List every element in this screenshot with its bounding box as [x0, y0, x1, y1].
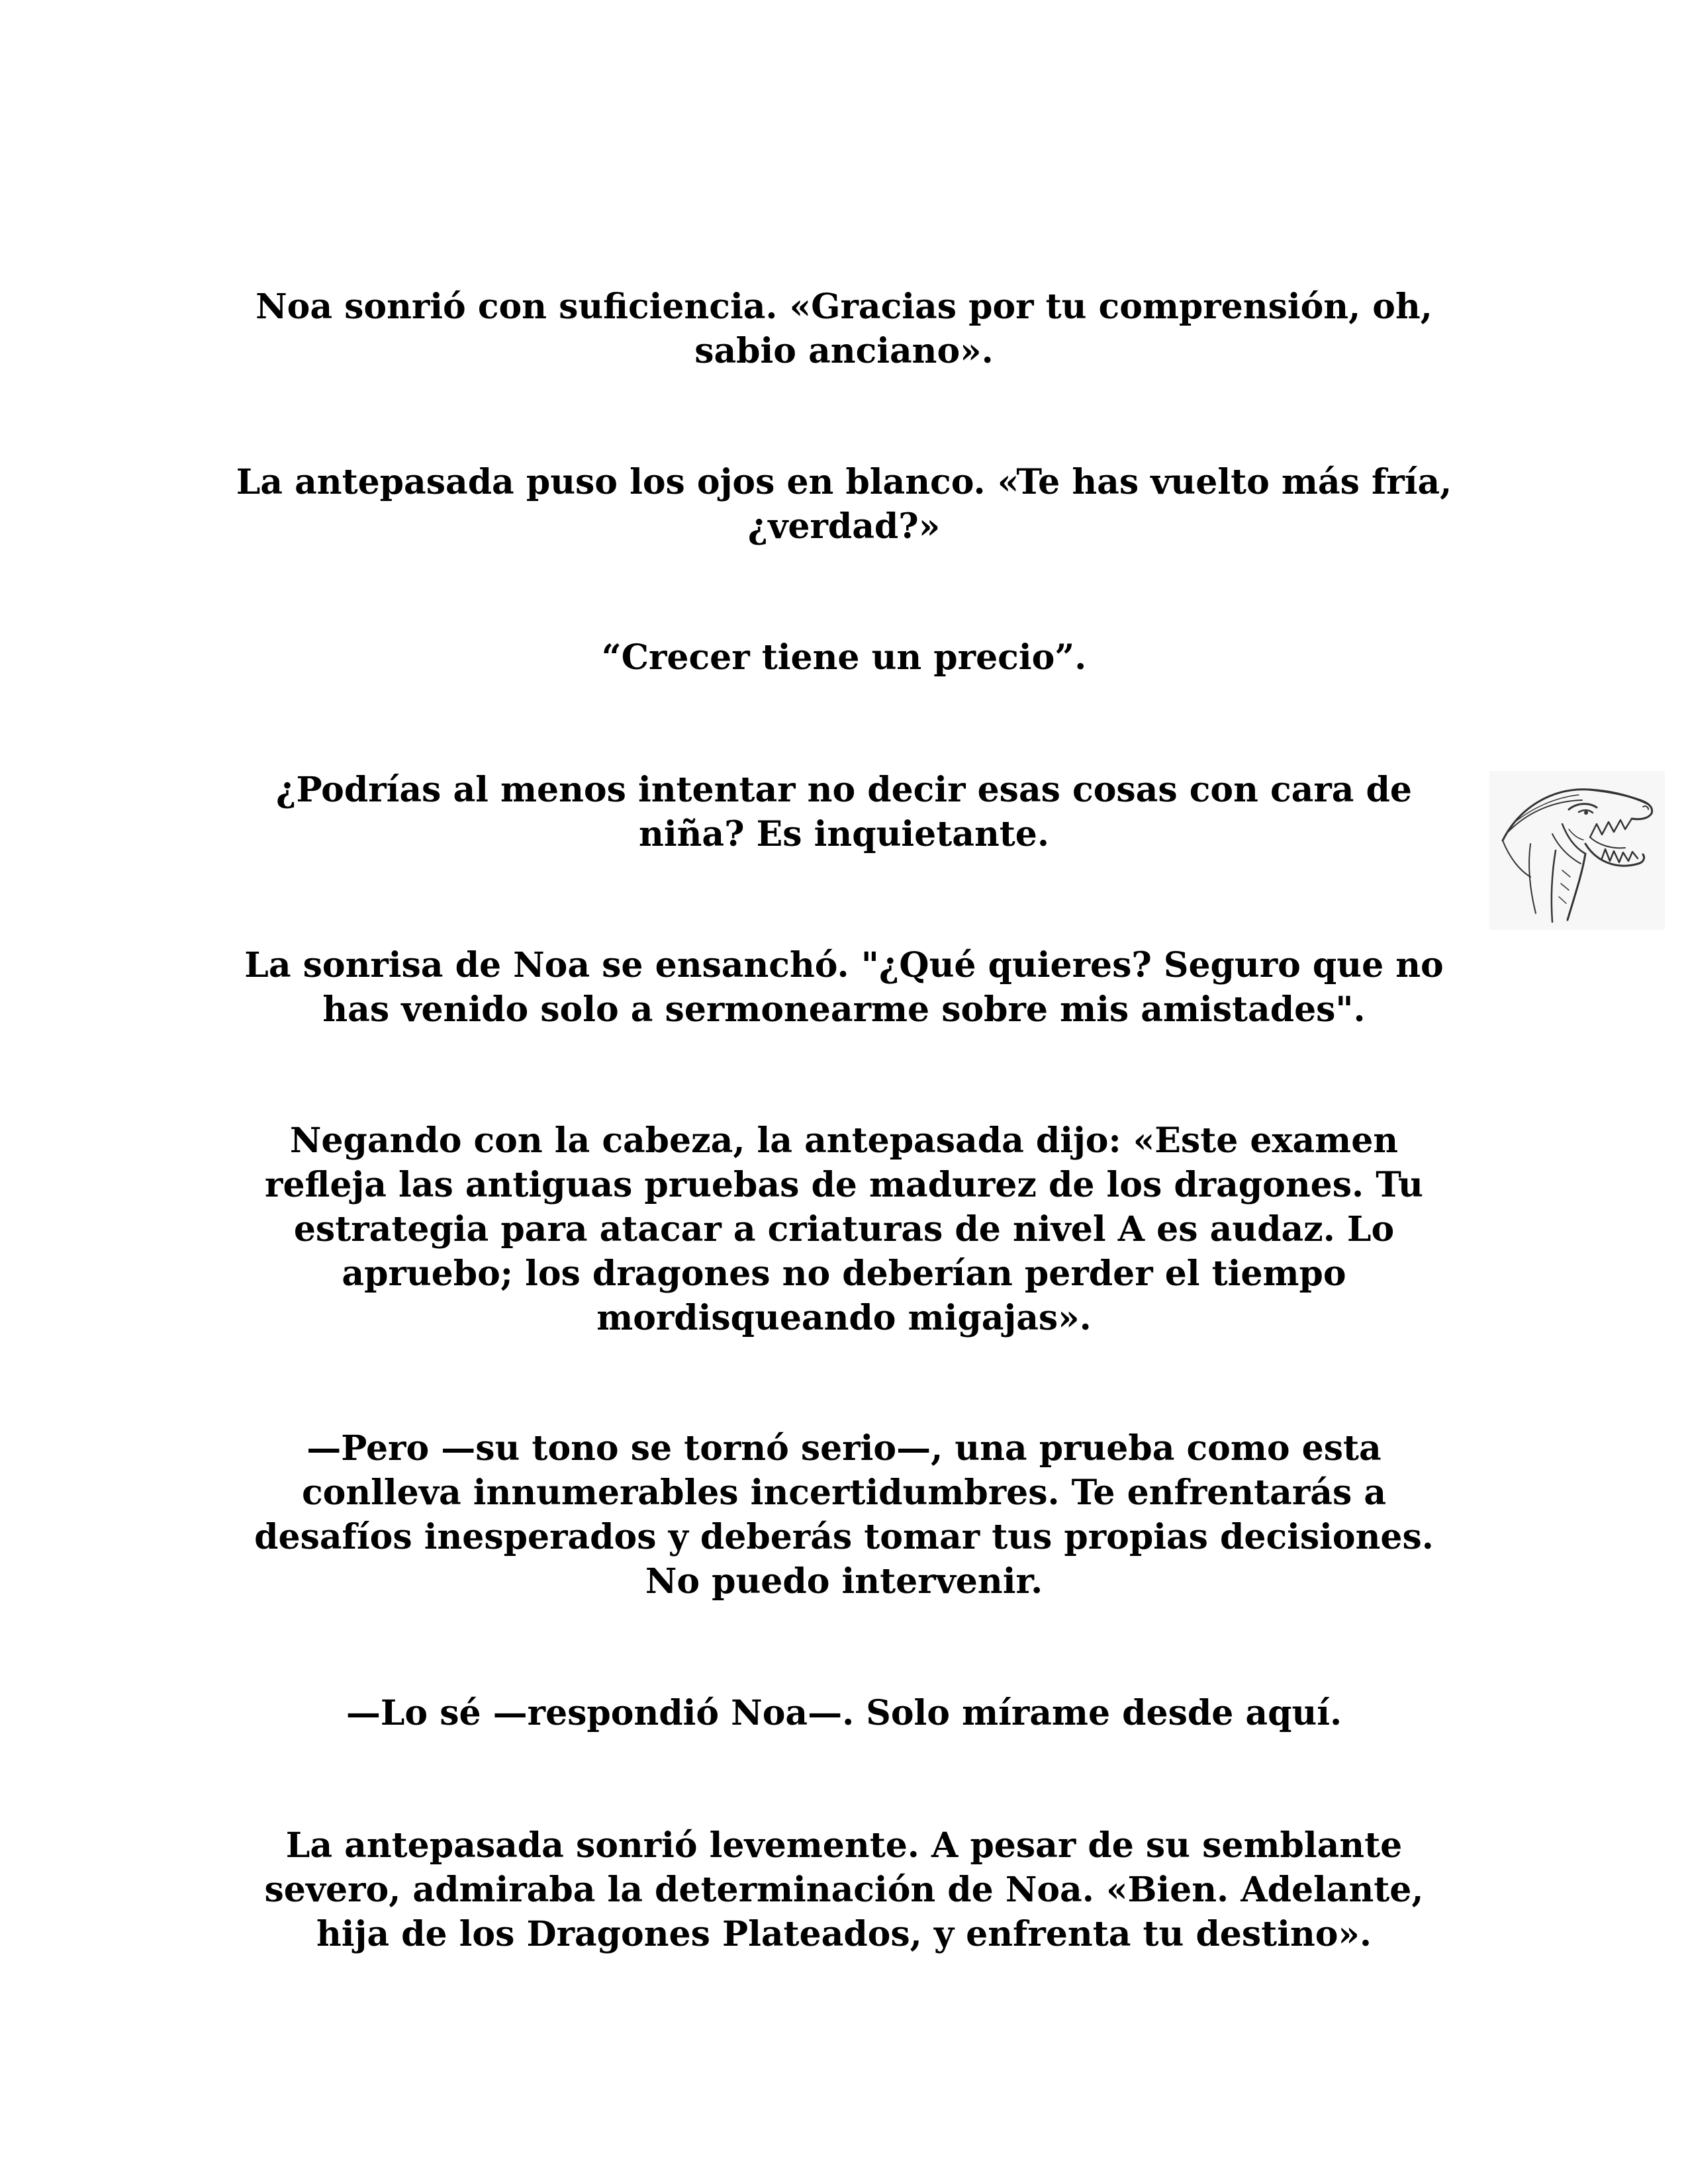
- paragraph-2: La antepasada puso los ojos en blanco. «Te has vuelto más fría, ¿verdad?»: [236, 462, 1452, 547]
- paragraph-8: —Lo sé —respondió Noa—. Solo mírame desde aquí.: [346, 1693, 1342, 1733]
- paragraph-5: La sonrisa de Noa se ensanchó. "¿Qué quieres? Seguro que no has venido solo a sermonearme sobre mis amistades".: [244, 945, 1444, 1030]
- paragraph-9: La antepasada sonrió levemente. A pesar de su semblante severo, admiraba la determinación de Noa. «Bien. Adelante, hija de los Dragones Plateados, y enfrenta tu destino».: [264, 1825, 1424, 1954]
- dragon-head-sketch-icon: [1489, 771, 1665, 930]
- paragraph-1: Noa sonrió con suficiencia. «Gracias por tu comprensión, oh, sabio anciano».: [256, 287, 1432, 371]
- paragraph-6: Negando con la cabeza, la antepasada dijo: «Este examen refleja las antiguas pruebas de madurez de los dragones. Tu estrategia para atacar a criaturas de nivel A es audaz. Lo apruebo; los dragones no deberían perder el tiempo mordisqueando migajas».: [265, 1120, 1423, 1338]
- paragraph-3: “Crecer tiene un precio”.: [601, 637, 1087, 678]
- paragraph-7: —Pero —su tono se tornó serio—, una prueba como esta conlleva innumerables incertidumbres. Te enfrentarás a desafíos inesperados y deberás tomar tus propias decisiones. No puedo intervenir.: [254, 1428, 1434, 1602]
- paragraph-4: ¿Podrías al menos intentar no decir esas cosas con cara de niña? Es inquietante.: [276, 770, 1412, 854]
